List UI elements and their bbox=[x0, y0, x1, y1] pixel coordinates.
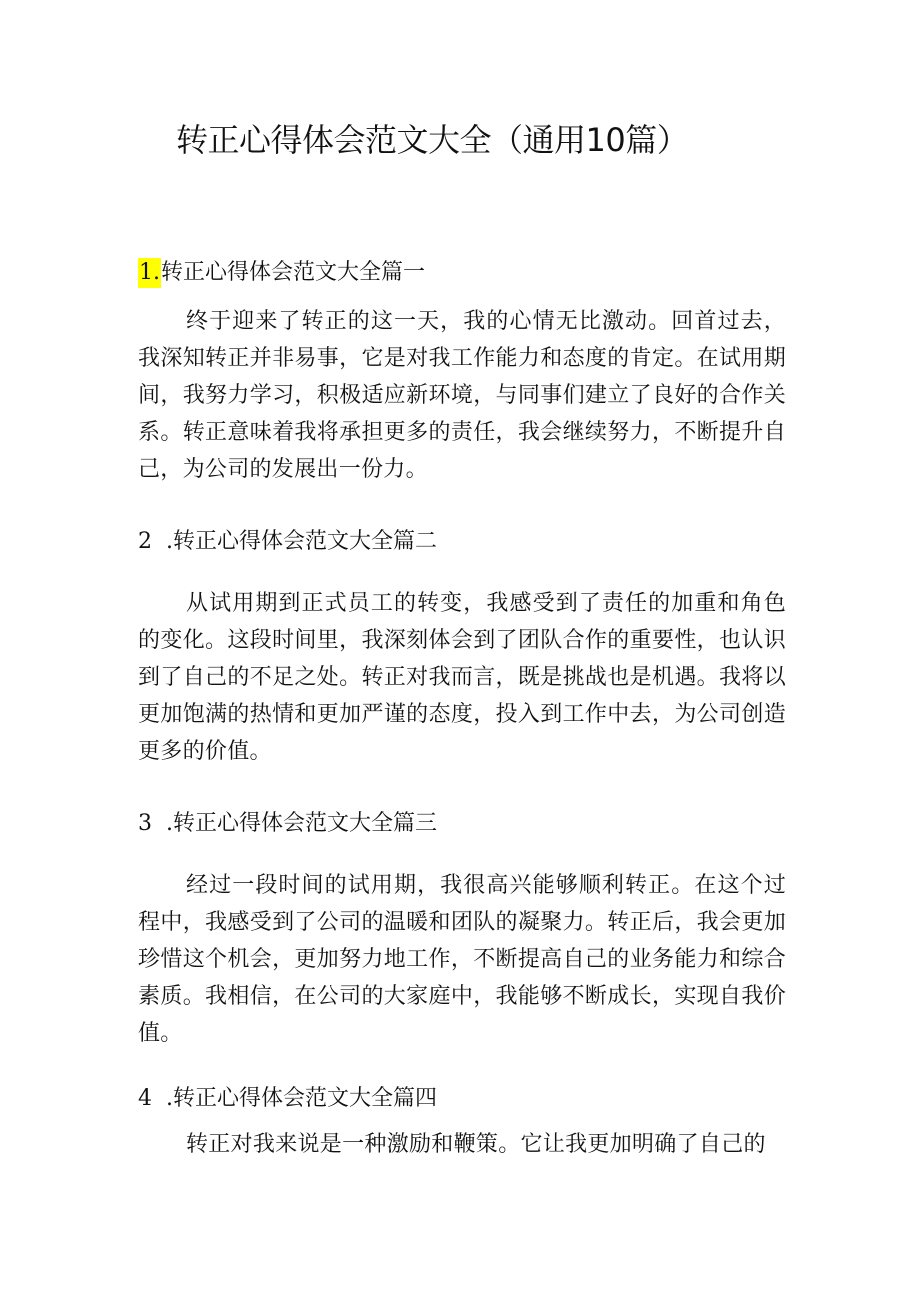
section-number-4: 4 bbox=[138, 1086, 152, 1111]
section-heading-text-3: .转正心得体会范文大全篇三 bbox=[166, 811, 437, 836]
section-number-3: 3 bbox=[138, 811, 152, 836]
section-heading-4 bbox=[138, 1084, 437, 1114]
section-heading-1 bbox=[138, 258, 425, 288]
section-heading-2 bbox=[138, 527, 437, 557]
section-body-1: 终于迎来了转正的这一天，我的心情无比激动。回首过去，我深知转正并非易事，它是对我工作能力和态度的肯定。在试用期间，我努力学习，积极适应新环境，与同事们建立了良好的合作关系。转正意味着我将承担更多的责任，我会继续努力，不断提升自己，为公司的发展出一份力。 bbox=[138, 309, 786, 482]
section-heading-text-1: 转正心得体会范文大全篇一 bbox=[161, 260, 426, 285]
section-number-2: 2 bbox=[138, 529, 152, 554]
section-body-4: 转正对我来说是一种激励和鞭策。它让我更加明确了自己的 bbox=[186, 1132, 766, 1157]
section-body-3: 经过一段时间的试用期，我很高兴能够顺利转正。在这个过程中，我感受到了公司的温暖和团队的凝聚力。转正后，我会更加珍惜这个机会，更加努力地工作，不断提高自己的业务能力和综合素质。我相信，在公司的大家庭中，我能够不断成长，实现自我价值。 bbox=[138, 873, 786, 1046]
section-heading-text-4: .转正心得体会范文大全篇四 bbox=[166, 1086, 437, 1111]
section-heading-3 bbox=[138, 809, 437, 839]
section-body-2: 从试用期到正式员工的转变，我感受到了责任的加重和角色的变化。这段时间里，我深刻体会到了团队合作的重要性，也认识到了自己的不足之处。转正对我而言，既是挑战也是机遇。我将以更加饱满的热情和更加严谨的态度，投入到工作中去，为公司创造更多的价值。 bbox=[138, 591, 786, 764]
document-title: 转正心得体会范文大全（通用10篇） bbox=[176, 121, 689, 159]
section-number-1: 1. bbox=[138, 258, 161, 288]
section-heading-text-2: .转正心得体会范文大全篇二 bbox=[166, 529, 437, 554]
